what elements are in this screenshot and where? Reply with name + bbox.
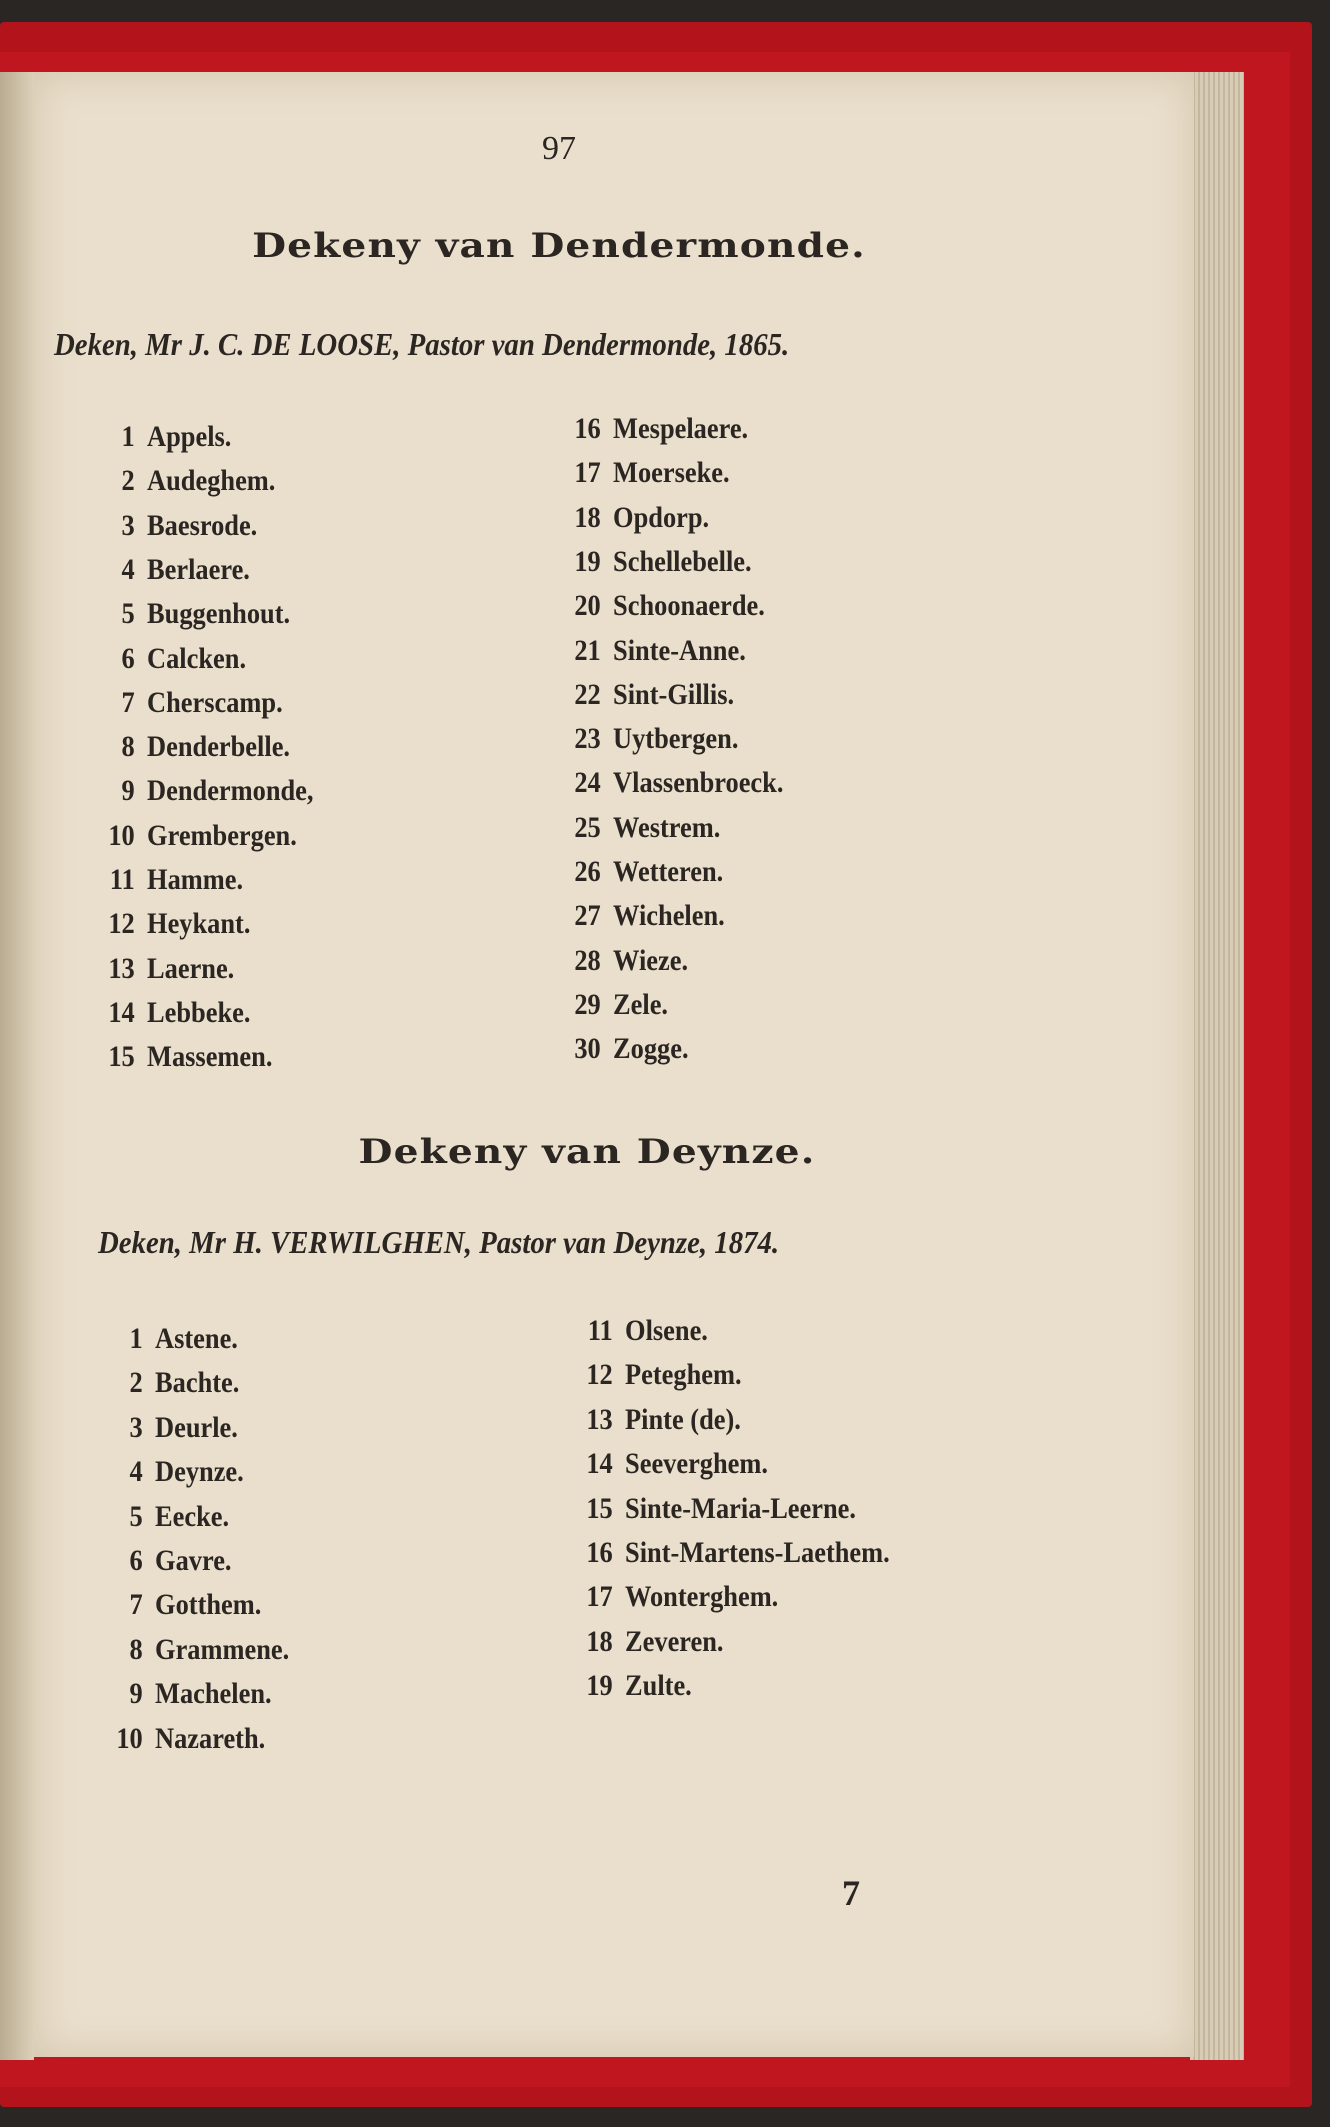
parish-item (96, 420, 231, 454)
parish-item (104, 1633, 289, 1667)
parish-name: Lebbeke. (147, 995, 251, 1029)
parish-number: 9 (121, 774, 135, 808)
parish-item (574, 1358, 742, 1392)
parish-number: 10 (116, 1721, 143, 1755)
parish-name: Massemen. (147, 1040, 273, 1074)
section-title-deynze: Dekeny van Deynze. (358, 1132, 816, 1172)
parish-item (96, 996, 250, 1030)
dean-deynze: Deken, Mr H. VERWILGHEN, Pastor van Deynze, 1874. (98, 1224, 780, 1260)
parish-number: 5 (121, 597, 135, 631)
parish-name: Schoonaerde. (613, 589, 765, 623)
page-number: 97 (542, 130, 576, 167)
parish-name: Appels. (147, 420, 232, 453)
parish-item (96, 907, 250, 941)
parish-item (574, 1625, 724, 1659)
parish-number: 14 (586, 1447, 613, 1481)
parish-number: 18 (586, 1624, 613, 1658)
parish-number: 2 (129, 1366, 143, 1400)
parish-number: 5 (129, 1499, 143, 1533)
parish-name: Schellebelle. (613, 544, 752, 578)
parish-number: 7 (129, 1588, 143, 1622)
parish-item (562, 634, 746, 668)
parish-number: 15 (586, 1491, 613, 1525)
parish-number: 29 (574, 987, 601, 1021)
parish-number: 12 (586, 1358, 613, 1392)
parish-name: Sinte-Anne. (613, 633, 746, 667)
parish-number: 3 (121, 508, 135, 542)
parish-item (96, 819, 297, 853)
parish-number: 4 (121, 552, 135, 586)
parish-name: Grembergen. (147, 818, 297, 852)
parish-name: Peteghem. (625, 1358, 742, 1392)
parish-name: Pinte (de). (625, 1402, 741, 1436)
parish-number: 19 (574, 544, 601, 578)
parish-number: 23 (574, 722, 601, 756)
parish-item (104, 1722, 265, 1756)
parish-item (562, 944, 688, 978)
parish-name: Laerne. (147, 951, 235, 985)
parish-item (96, 730, 290, 764)
parish-number: 26 (574, 855, 601, 888)
parish-name: Denderbelle. (147, 730, 291, 764)
parish-number: 14 (108, 995, 135, 1029)
parish-item (96, 952, 234, 986)
parish-item (562, 811, 720, 845)
parish-name: Zogge. (613, 1032, 689, 1066)
parish-item (96, 1040, 272, 1074)
parish-name: Calcken. (147, 641, 247, 675)
parish-item (96, 863, 243, 897)
parish-name: Gavre. (155, 1544, 232, 1577)
parish-item (104, 1588, 261, 1622)
parish-number: 4 (129, 1455, 143, 1489)
parish-item (104, 1366, 239, 1400)
parish-name: Uytbergen. (613, 722, 739, 756)
parish-name: Buggenhout. (147, 597, 291, 631)
parish-number: 15 (108, 1040, 135, 1074)
parish-item (96, 509, 257, 543)
parish-name: Sint-Gillis. (613, 677, 735, 711)
parish-name: Westrem. (613, 810, 721, 844)
book-page (34, 72, 1194, 2057)
parish-item (562, 988, 668, 1022)
parish-name: Vlassenbroeck. (613, 766, 784, 800)
parish-number: 22 (574, 677, 601, 711)
parish-name: Bachte. (155, 1366, 240, 1400)
parish-name: Dendermonde, (147, 774, 314, 808)
parish-item (104, 1677, 272, 1711)
parish-number: 6 (121, 641, 135, 675)
parish-name: Moerseke. (613, 456, 730, 490)
parish-name: Olsene. (625, 1314, 708, 1347)
parish-number: 6 (129, 1544, 143, 1577)
signature-mark: 7 (842, 1873, 860, 1913)
parish-number: 2 (121, 464, 135, 498)
parish-name: Cherscamp. (147, 685, 283, 719)
parish-name: Zele. (613, 987, 669, 1021)
parish-number: 1 (129, 1322, 143, 1355)
parish-item (562, 412, 748, 446)
parish-item (574, 1536, 890, 1570)
parish-item (96, 553, 250, 587)
parish-item (104, 1544, 232, 1578)
parish-item (96, 642, 246, 676)
parish-name: Wonterghem. (625, 1580, 779, 1614)
parish-item (104, 1411, 238, 1445)
parish-number: 16 (586, 1536, 613, 1569)
parish-name: Hamme. (147, 863, 244, 896)
parish-item (562, 855, 723, 889)
parish-number: 16 (574, 412, 601, 445)
parish-number: 11 (109, 863, 135, 896)
parish-name: Baesrode. (147, 508, 258, 542)
parish-item (562, 766, 783, 800)
parish-number: 8 (121, 730, 135, 764)
parish-name: Heykant. (147, 907, 251, 941)
left-page-edge (0, 72, 34, 2060)
parish-number: 21 (574, 633, 601, 667)
parish-name: Sinte-Maria-Leerne. (625, 1491, 856, 1525)
parish-name: Berlaere. (147, 552, 250, 586)
parish-item (562, 501, 709, 535)
parish-number: 17 (574, 456, 601, 490)
parish-item (562, 545, 752, 579)
parish-name: Machelen. (155, 1677, 272, 1711)
parish-item (562, 678, 734, 712)
section-title-dendermonde: Dekeny van Dendermonde. (252, 226, 866, 266)
parish-number: 13 (108, 951, 135, 985)
parish-item (104, 1500, 229, 1534)
parish-item (562, 456, 730, 490)
parish-name: Mespelaere. (613, 412, 749, 445)
parish-item (574, 1403, 741, 1437)
parish-item (574, 1447, 768, 1481)
parish-item (104, 1455, 244, 1489)
parish-number: 20 (574, 589, 601, 623)
parish-number: 19 (586, 1669, 613, 1703)
parish-item (562, 589, 765, 623)
parish-name: Zeveren. (625, 1624, 724, 1658)
parish-number: 13 (586, 1402, 613, 1436)
parish-name: Seeverghem. (625, 1447, 768, 1481)
parish-number: 10 (108, 818, 135, 852)
parish-name: Nazareth. (155, 1721, 266, 1755)
parish-name: Deynze. (155, 1455, 244, 1489)
parish-item (96, 464, 275, 498)
parish-name: Wieze. (613, 943, 689, 977)
parish-number: 11 (587, 1314, 613, 1347)
parish-item (96, 597, 290, 631)
parish-item (574, 1580, 778, 1614)
parish-name: Audeghem. (147, 464, 276, 498)
parish-number: 8 (129, 1632, 143, 1666)
parish-item (574, 1314, 708, 1348)
dean-dendermonde: Deken, Mr J. C. DE LOOSE, Pastor van Dendermonde, 1865. (54, 326, 790, 362)
parish-item (96, 774, 313, 808)
parish-item (562, 722, 738, 756)
parish-name: Deurle. (155, 1410, 238, 1444)
parish-name: Opdorp. (613, 500, 710, 534)
parish-number: 28 (574, 943, 601, 977)
parish-number: 24 (574, 766, 601, 800)
parish-name: Wichelen. (613, 899, 725, 933)
parish-number: 9 (129, 1677, 143, 1711)
parish-number: 17 (586, 1580, 613, 1614)
parish-name: Gotthem. (155, 1588, 262, 1622)
parish-item (562, 899, 725, 933)
parish-item (96, 686, 283, 720)
parish-number: 1 (121, 420, 135, 453)
parish-number: 7 (121, 685, 135, 719)
parish-number: 27 (574, 899, 601, 933)
parish-number: 30 (574, 1032, 601, 1066)
parish-number: 12 (108, 907, 135, 941)
page-edges (1190, 72, 1244, 2060)
parish-number: 18 (574, 500, 601, 534)
parish-name: Zulte. (625, 1669, 692, 1703)
parish-name: Astene. (155, 1322, 238, 1355)
parish-item (104, 1322, 238, 1356)
parish-item (574, 1669, 692, 1703)
parish-name: Eecke. (155, 1499, 230, 1533)
parish-item (562, 1032, 689, 1066)
parish-name: Grammene. (155, 1632, 290, 1666)
parish-name: Sint-Martens-Laethem. (625, 1536, 890, 1569)
parish-number: 3 (129, 1410, 143, 1444)
parish-name: Wetteren. (613, 855, 724, 888)
parish-number: 25 (574, 810, 601, 844)
parish-item (574, 1492, 856, 1526)
